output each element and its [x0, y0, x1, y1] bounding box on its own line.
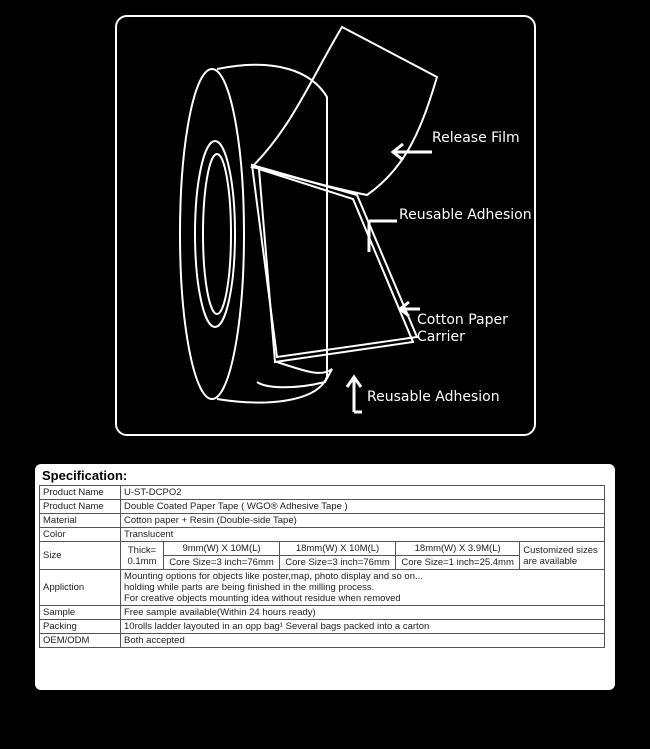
application-line-2: holding while parts are being finished in the milling process.: [124, 582, 375, 593]
packing-key: Packing: [40, 620, 121, 634]
sample-value: Free sample available(Within 24 hours ready): [121, 606, 605, 620]
core-1: Core Size=3 inch=76mm: [164, 556, 280, 570]
application-value: [121, 570, 605, 606]
core-3: Core Size=1 inch=25.4mm: [396, 556, 520, 570]
table-row: [40, 528, 605, 542]
oem-key: OEM/ODM: [40, 634, 121, 648]
table-row: [40, 514, 605, 528]
table-row: [40, 620, 605, 634]
specification-table: [39, 485, 605, 648]
packing-value: 10rolls ladder layouted in an opp bag¹ Several bags packed into a carton: [121, 620, 605, 634]
thick-cell: [121, 542, 164, 569]
table-row: [40, 570, 605, 606]
application-line-3: For creative objects mounting idea without residue when removed: [124, 593, 401, 604]
application-line-1: Mounting options for objects like poster,map, photo display and so on...: [124, 571, 423, 582]
sample-key: Sample: [40, 606, 121, 620]
release-film-label: Release Film: [432, 130, 520, 146]
product-code-value: U-ST-DCPO2: [121, 486, 605, 500]
application-key: Appliction: [40, 570, 121, 606]
size-1: 9mm(W) X 10M(L): [164, 542, 280, 556]
material-key: Material: [40, 514, 121, 528]
material-value: Cotton paper + Resin (Double-side Tape): [121, 514, 605, 528]
table-row: [40, 542, 605, 570]
cotton-paper-carrier-label: Cotton Paper Carrier: [417, 312, 508, 345]
product-name-value: Double Coated Paper Tape ( WGO® Adhesive Tape ): [121, 500, 605, 514]
specification-title: Specification:: [42, 468, 128, 483]
custom-size-line-2: are available: [523, 555, 578, 567]
size-2: 18mm(W) X 10M(L): [280, 542, 396, 556]
table-row: [40, 500, 605, 514]
reusable-adhesion-bottom-label: Reusable Adhesion: [367, 389, 500, 405]
color-value: Translucent: [121, 528, 605, 542]
size-3: 18mm(W) X 3.9M(L): [396, 542, 520, 556]
core-2: Core Size=3 inch=76mm: [280, 556, 396, 570]
color-key: Color: [40, 528, 121, 542]
table-row: [40, 606, 605, 620]
reusable-adhesion-top-label: Reusable Adhesion: [399, 207, 532, 223]
thick-value: 0.1mm: [127, 555, 157, 567]
size-key: Size: [40, 542, 121, 570]
tape-diagram-panel: [115, 15, 536, 436]
custom-size-cell: [520, 542, 604, 569]
oem-value: Both accepted: [121, 634, 605, 648]
product-name2-key: Product Name: [40, 500, 121, 514]
tape-roll-illustration: [117, 17, 538, 438]
thick-label: Thick=: [127, 544, 157, 556]
product-name-key: Product Name: [40, 486, 121, 500]
size-subtable: [121, 542, 604, 569]
custom-size-line-1: Customized sizes: [523, 544, 598, 556]
table-row: [40, 486, 605, 500]
specification-card: [35, 464, 615, 690]
table-row: [40, 634, 605, 648]
size-cell: [121, 542, 605, 570]
